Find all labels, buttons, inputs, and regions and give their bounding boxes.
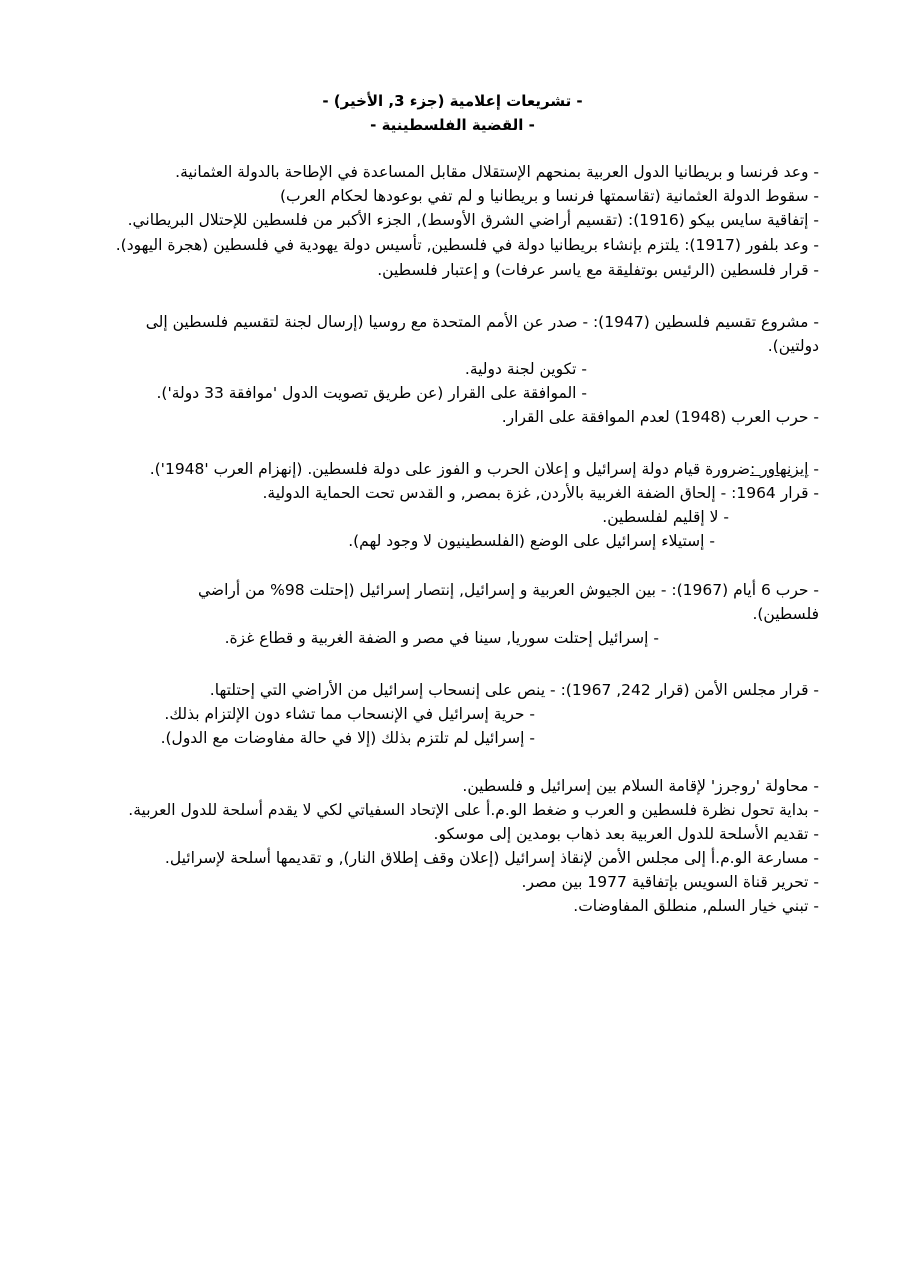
text-line: - تبني خيار السلم, منطلق المفاوضات. bbox=[573, 897, 819, 915]
text-line: - إسرائيل لم تلتزم بذلك (إلا في حالة مفاوضات مع الدول). bbox=[160, 729, 535, 747]
text-line: - الموافقة على القرار (عن طريق تصويت الدول 'موافقة 33 دولة'). bbox=[156, 384, 587, 402]
text-line: - قرار فلسطين (الرئيس بوتفليقة مع ياسر عرفات) و إعتبار فلسطين. bbox=[377, 261, 819, 279]
text-line: - تكوين لجنة دولية. bbox=[464, 360, 587, 378]
text-line: - مشروع تقسيم فلسطين (1947): - صدر عن الأمم المتحدة مع روسيا (إرسال لجنة لتقسيم فلسطين إلى bbox=[145, 313, 819, 331]
document-title: - تشريعات إعلامية (جزء 3, الأخير) - bbox=[322, 92, 583, 110]
text-line: دولتين). bbox=[767, 337, 819, 355]
text-prefix: - bbox=[808, 460, 819, 478]
underlined-name: إيزنهاور : bbox=[749, 460, 809, 478]
text-line: - إستيلاء إسرائيل على الوضع (الفلسطينيون لا وجود لهم). bbox=[348, 532, 715, 550]
document-subtitle: - القضية الفلسطينية - bbox=[370, 116, 535, 134]
text-line: - وعد فرنسا و بريطانيا الدول العربية بمنحهم الإستقلال مقابل المساعدة في الإطاحة بالدولة العثمانية. bbox=[175, 163, 819, 181]
text-rest: ضرورة قيام دولة إسرائيل و إعلان الحرب و الفوز على دولة فلسطين. (إنهزام العرب '1948'). bbox=[149, 460, 750, 478]
text-line: - مسارعة الو.م.أ إلى مجلس الأمن لإنقاذ إسرائيل (إعلان وقف إطلاق النار), و تقديمها أسلحة لإسرائيل. bbox=[164, 849, 819, 867]
text-line: - قرار 1964: - إلحاق الضفة الغربية بالأردن, غزة بمصر, و القدس تحت الحماية الدولية. bbox=[262, 484, 819, 502]
text-line: فلسطين). bbox=[752, 605, 819, 623]
text-line: - لا إقليم لفلسطين. bbox=[602, 508, 729, 526]
text-line: - تقديم الأسلحة للدول العربية بعد ذهاب بومدين إلى موسكو. bbox=[433, 825, 819, 843]
text-line: - وعد بلفور (1917): يلتزم بإنشاء بريطانيا دولة في فلسطين, تأسيس دولة يهودية في فلسطين (هجرة اليهود). bbox=[115, 236, 819, 254]
text-line: - حرب العرب (1948) لعدم الموافقة على القرار. bbox=[501, 408, 819, 426]
text-line: - حرب 6 أيام (1967): - بين الجيوش العربية و إسرائيل, إنتصار إسرائيل (إحتلت 98% من أراضي bbox=[198, 581, 819, 599]
text-line bbox=[150, 457, 819, 481]
text-line: - سقوط الدولة العثمانية (تقاسمتها فرنسا و بريطانيا و لم تفي بوعودها لحكام العرب) bbox=[279, 187, 819, 205]
text-line: - قرار مجلس الأمن (قرار 242, 1967): - ينص على إنسحاب إسرائيل من الأراضي التي إحتلتها. bbox=[209, 681, 819, 699]
text-line: - بداية تحول نظرة فلسطين و العرب و ضغط الو.م.أ على الإتحاد السفياتي لكي لا يقدم أسلحة للدول العربية. bbox=[128, 801, 819, 819]
text-line: - تحرير قناة السويس بإتفاقية 1977 بين مصر. bbox=[521, 873, 819, 891]
text-line: - إسرائيل إحتلت سوريا, سينا في مصر و الضفة الغربية و قطاع غزة. bbox=[224, 629, 659, 647]
text-line: - إتفاقية سايس بيكو (1916): (تقسيم أراضي الشرق الأوسط), الجزء الأكبر من فلسطين للإحتلال البريطاني. bbox=[127, 211, 819, 229]
text-line: - محاولة 'روجرز' لإقامة السلام بين إسرائيل و فلسطين. bbox=[462, 777, 819, 795]
text-line: - حرية إسرائيل في الإنسحاب مما تشاء دون الإلتزام بذلك. bbox=[164, 705, 535, 723]
